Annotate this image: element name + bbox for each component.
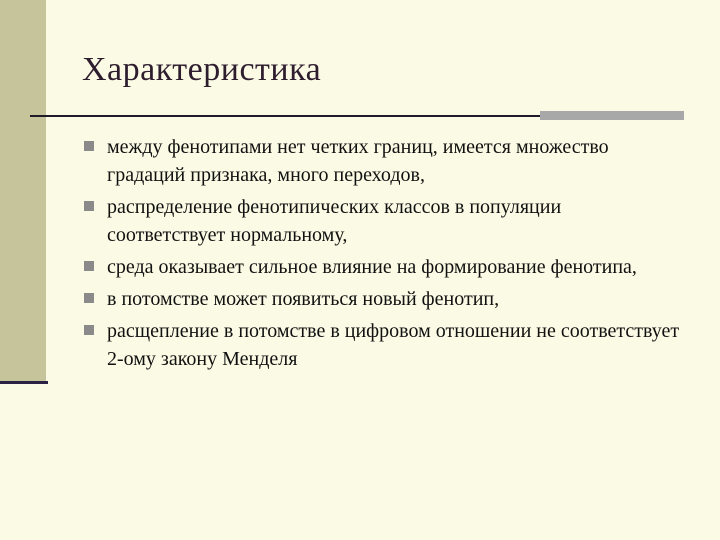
square-bullet-icon bbox=[84, 201, 94, 211]
bullet-item bbox=[83, 317, 683, 373]
square-bullet-icon bbox=[84, 141, 94, 151]
title-divider-accent bbox=[540, 111, 684, 120]
bullet-item bbox=[83, 253, 683, 281]
left-accent-bar bbox=[0, 0, 46, 382]
bullet-text: в потомстве может появиться новый фенотип, bbox=[107, 288, 500, 310]
bullet-text: среда оказывает сильное влияние на формирование фенотипа, bbox=[107, 256, 637, 278]
bullet-item bbox=[83, 133, 683, 189]
square-bullet-icon bbox=[84, 261, 94, 271]
slide-title: Характеристика bbox=[82, 51, 322, 88]
bullet-list bbox=[83, 133, 683, 377]
left-accent-underline bbox=[0, 381, 48, 384]
square-bullet-icon bbox=[84, 325, 94, 335]
bullet-item bbox=[83, 285, 683, 313]
bullet-item bbox=[83, 193, 683, 249]
bullet-text: расщепление в потомстве в цифровом отношении не соответствует 2-ому закону Менделя bbox=[107, 320, 680, 370]
square-bullet-icon bbox=[84, 293, 94, 303]
bullet-text: распределение фенотипических классов в популяции соответствует нормальному, bbox=[107, 196, 562, 246]
title-divider-line bbox=[30, 115, 540, 117]
bullet-text: между фенотипами нет четких границ, имеется множество градаций признака, много переходов, bbox=[107, 136, 609, 186]
